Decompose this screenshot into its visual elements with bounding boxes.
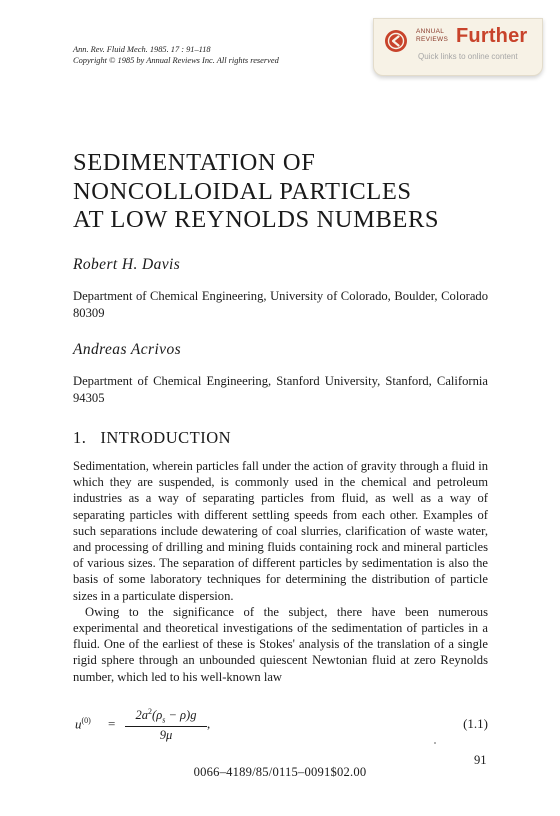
article-title [73,149,513,235]
citation-line-journal: Ann. Rev. Fluid Mech. 1985. 17 : 91–118 [73,45,211,54]
section-heading [73,428,231,448]
title-line-2: NONCOLLOIDAL PARTICLES [73,177,412,205]
badge-subtitle: Quick links to online content [418,52,518,61]
annual-reviews-further-logo-icon [384,29,408,53]
annual-reviews-further-badge[interactable] [373,18,543,76]
paragraph-2: Owing to the significance of the subject, there have been numerous experimental and theoretical investigations of the sedimentation of particles in a fluid. One of the earliest of these is Stokes' analysis of the translation of a single rigid sphere through an unbounded quiescent Newtonian fluid at zero Reynolds number, which led to his well-known law [73,604,488,684]
section-number: 1. [73,428,87,447]
equation-comma: , [207,716,211,731]
badge-reviews-label: REVIEWS [416,35,449,43]
journal-citation [73,45,363,66]
scan-speck [434,742,436,744]
citation-line-copyright: Copyright © 1985 by Annual Reviews Inc. All rights reserved [73,55,279,65]
badge-annual-label: ANNUAL [416,28,445,35]
equation-1-1 [73,707,488,743]
equation-numerator: $2a^2(\rho_s - \rho)g$ [135,707,197,725]
section-title: INTRODUCTION [100,428,232,447]
article-code: 0066–4189/85/0115–0091$02.00 [193,765,367,779]
paragraph-1: Sedimentation, wherein particles fall under the action of gravity through a fluid in which they are suspended, is commonly used in the chemical and petroleum industries as a way of separating particles from fluid, as well as a way of separating particles with different settling speeds from each other. Examples of such separations include dewatering of coal slurries, clarification of waste water, and processing of drilling and mining fluids containing rock and mineral particles of various sizes. The separation of different particles by sedimentation is also the basis of some laboratory techniques for determining the distribution of particle sizes in a particulate dispersion. [73,459,488,603]
body-text [73,458,488,685]
page-number: 91 [474,753,487,767]
equation-fraction [123,707,209,743]
author-affiliation-2: Department of Chemical Engineering, Stanford University, Stanford, California 94305 [73,374,488,405]
title-line-1: SEDIMENTATION OF [73,149,316,176]
equation-denominator: 9μ [159,727,173,742]
badge-further-label: Further [456,25,528,47]
title-line-3: AT LOW REYNOLDS NUMBERS [73,206,440,233]
author-affiliation-1: Department of Chemical Engineering, University of Colorado, Boulder, Colorado 80309 [73,289,488,320]
author-name-1: Robert H. Davis [73,256,181,273]
equation-lhs: $u^{(0)}$ [75,716,91,732]
equation-number: (1.1) [463,716,488,731]
author-name-2: Andreas Acrivos [73,341,182,358]
equation-equals: = [108,716,116,731]
badge-publisher-name [416,28,448,43]
